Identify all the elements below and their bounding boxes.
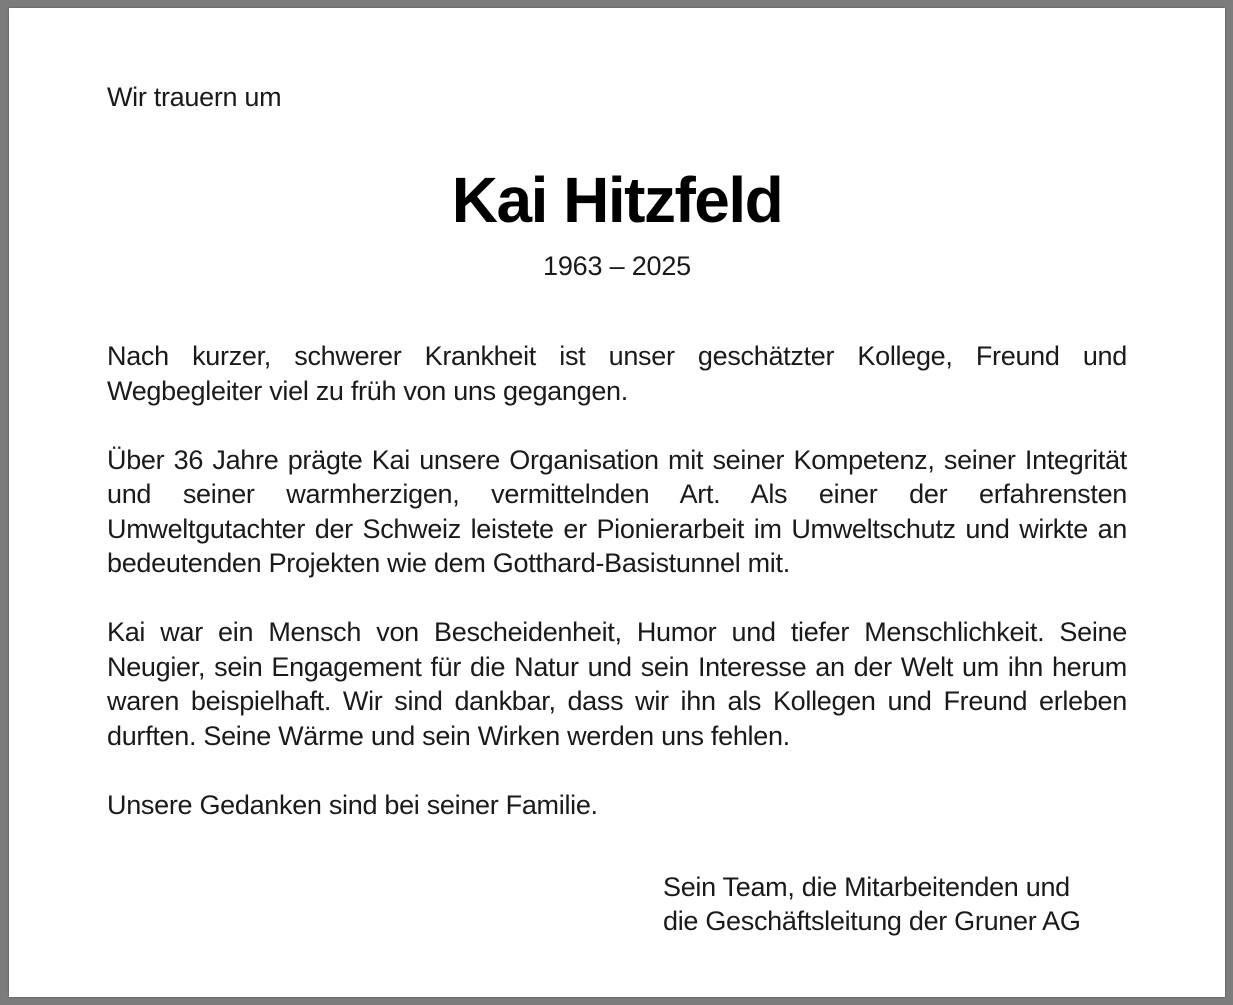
signature-block — [663, 870, 1081, 938]
paragraph-career: Über 36 Jahre prägte Kai unsere Organisation mit seiner Kompetenz, seiner Integrität und seiner warmherzigen, vermittelnden Art. Als einer der erfahrensten Umweltgutachter der Schweiz leistete er Pionierarbeit im Umweltschutz und wirkte an bedeutenden Projekten wie dem Gotthard-Basistunnel mit. — [107, 444, 1127, 578]
obituary-page — [9, 8, 1225, 997]
obituary-body — [107, 339, 1127, 857]
life-dates: 1963 – 2025 — [543, 251, 691, 281]
signature-line-1: Sein Team, die Mitarbeitenden und — [663, 872, 1070, 902]
paragraph-illness: Nach kurzer, schwerer Krankheit ist unser geschätzter Kollege, Freund und Wegbegleiter viel zu früh von uns gegangen. — [107, 341, 1127, 406]
signature-line-2: die Geschäftsleitung der Gruner AG — [663, 906, 1081, 936]
intro-text: Wir trauern um — [107, 82, 282, 112]
paragraph-family: Unsere Gedanken sind bei seiner Familie. — [107, 789, 598, 820]
paragraph-character: Kai war ein Mensch von Bescheidenheit, Humor und tiefer Menschlichkeit. Seine Neugier, sein Engagement für die Natur und sein Interesse an der Welt um ihn herum waren beispielhaft. Wir sind dankbar, dass wir ihn als Kollegen und Freund erleben durften. Seine Wärme und sein Wirken werden uns fehlen. — [107, 617, 1127, 751]
deceased-name: Kai Hitzfeld — [451, 164, 783, 236]
